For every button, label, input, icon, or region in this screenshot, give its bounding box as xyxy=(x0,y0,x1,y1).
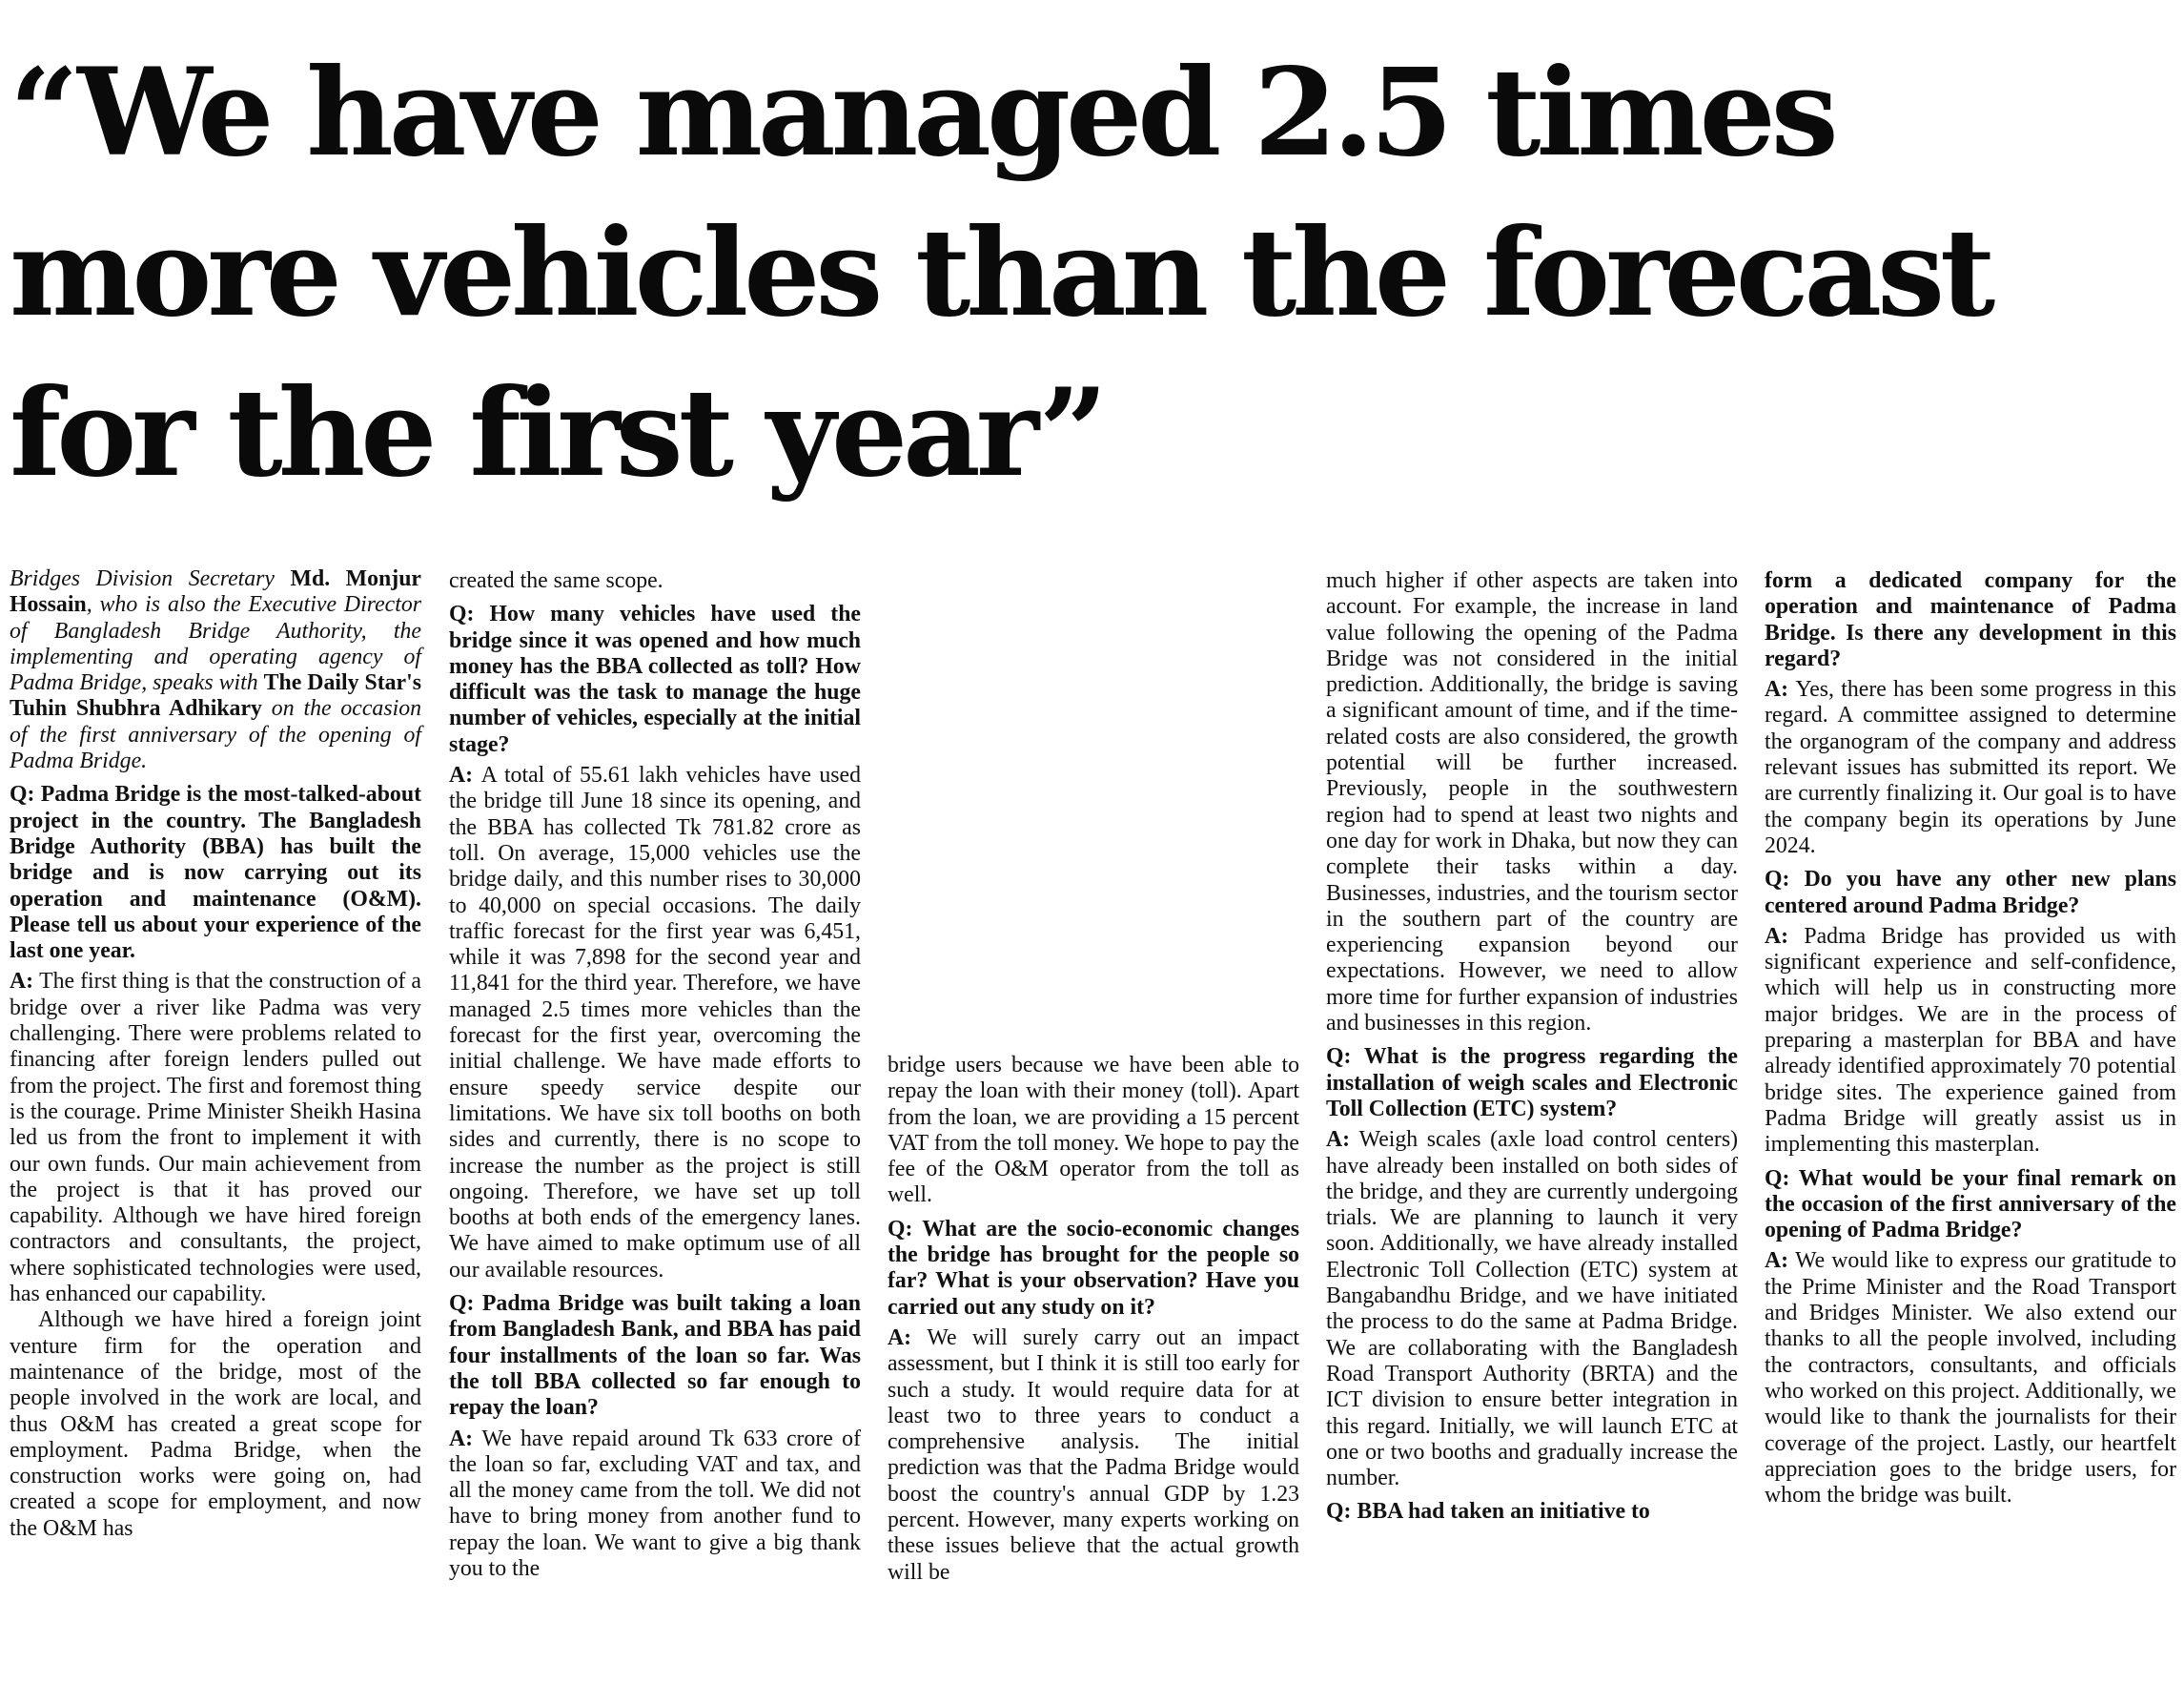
answer-3-continued: bridge users because we have been able to repay the loan with their money (toll). Apart from the loan, we are providing a 15 percent VAT from the toll money. We hope to pay the fee of the O&M operator from the toll as well. xyxy=(888,1053,1299,1208)
answer-7 xyxy=(1765,924,2176,1159)
intro-text: on the occasion of the first anniversary of the opening of Padma Bridge. xyxy=(10,696,421,774)
intro-text: Bridges Division Secretary xyxy=(10,566,291,591)
answer-1-continued: created the same scope. xyxy=(449,568,663,593)
question-6 xyxy=(1326,1499,1738,1525)
headline xyxy=(10,32,2178,513)
answer-text: A total of 55.61 lakh vehicles have used the bridge till June 18 since its opening, and the BBA has collected Tk 781.82 crore as toll. On average, 15,000 vehicles use the bridge daily, and this number rises to 30,000 to 40,000 on special occasions. The daily traffic forecast for the first year was 6,451, while it was 7,898 for the second year and 11,841 for the third year. Therefore, we have managed 2.5 times more vehicles than the forecast for the first year, overcoming the initial challenge. We have made efforts to ensure speedy service despite our limitations. We have six toll booths on both sides and currently, there is no scope to increase the number as the project is still ongoing. Therefore, we have set up toll booths at both ends of the emergency lanes. We have aimed to make optimum use of all our available resources. xyxy=(449,763,861,1283)
headline-line-2: more vehicles than the forecast xyxy=(10,202,1991,343)
question-text: Padma Bridge is the most-talked-about project in the country. The Bangladesh Bridge Authority (BBA) has built the bridge and is now carrying out its operation and maintenance (O&M). Please tell us about your experience of the last one year. xyxy=(10,782,421,964)
answer-text: Yes, there has been some progress in this regard. A committee assigned to determine the organogram of the company and address relevant issues has submitted its report. We are currently finalizing it. Our goal is to have the company begin its operations by June 2024. xyxy=(1765,677,2176,858)
question-label: Q: xyxy=(449,602,490,627)
headline-line-3: for the first year” xyxy=(10,362,1104,503)
question-6-continued: form a dedicated company for the operation and maintenance of Padma Bridge. Is there any development in this regard? xyxy=(1765,568,2176,671)
question-text: Do you have any other new plans centered around Padma Bridge? xyxy=(1765,867,2176,918)
answer-text: Weigh scales (axle load control centers) have already been installed on both sides of the bridge, and they are currently undergoing trials. We are planning to launch it very soon. Additionally, we have already installed Electronic Toll Collection (ETC) system at Bangabandhu Bridge, and we have initiated the process to do the same at Padma Bridge. We are collaborating with the Bangladesh Road Transport Authority (BRTA) and the ICT division to ensure better integration in this regard. Initially, we will launch ETC at one or two booths and gradually increase the number. xyxy=(1326,1127,1738,1491)
question-3 xyxy=(449,1291,861,1421)
interviewee-name: Md. Monjur Hossain xyxy=(10,566,421,618)
answer-1 xyxy=(10,969,421,1307)
answer-6 xyxy=(1765,677,2176,859)
article-column-4 xyxy=(1326,568,1738,1526)
question-label: Q: xyxy=(1765,1165,1799,1191)
answer-label: A: xyxy=(1765,1248,1796,1274)
answer-label: A: xyxy=(449,763,481,789)
question-1 xyxy=(10,782,421,964)
question-2 xyxy=(449,602,861,758)
answer-8 xyxy=(1765,1248,2176,1509)
question-label: Q: xyxy=(1326,1044,1364,1070)
question-text: What would be your final remark on the occasion of the first anniversary of the opening of Padma Bridge? xyxy=(1765,1165,2176,1243)
answer-2 xyxy=(449,763,861,1283)
answer-label: A: xyxy=(1765,923,1805,949)
headline-line-1: “We have managed 2.5 times xyxy=(10,42,1834,183)
question-label: Q: xyxy=(449,1291,482,1317)
question-text: What is the progress regarding the installation of weigh scales and Electronic Toll Collection (ETC) system? xyxy=(1326,1044,1738,1121)
article-column-2 xyxy=(449,568,861,1582)
answer-3 xyxy=(449,1427,861,1583)
intro-text: , who is also the Executive Director of Bangladesh Bridge Authority, the implementing and operating agency of Padma Bridge, speaks with xyxy=(10,592,421,696)
answer-text: We have repaid around Tk 633 crore of the loan so far, excluding VAT and tax, and all the money came from the toll. We did not have to bring money from another fund to repay the loan. We want to give a big thank you to the xyxy=(449,1426,861,1581)
intro-paragraph xyxy=(10,566,421,774)
question-5 xyxy=(1326,1044,1738,1122)
question-text: Padma Bridge was built taking a loan from Bangladesh Bank, and BBA has paid four installments of the loan so far. Was the toll BBA collected so far enough to repay the loan? xyxy=(449,1291,861,1421)
reporter-name: The Daily Star's Tuhin Shubhra Adhikary xyxy=(10,670,421,722)
question-text: BBA had taken an initiative to xyxy=(1357,1499,1650,1525)
answer-label: A: xyxy=(449,1426,482,1451)
answer-1-paragraph-2: Although we have hired a foreign joint venture firm for the operation and maintenance of the bridge, most of the people involved in the work are local, and thus O&M has created a great scope for employment. Padma Bridge, when the construction works were going on, had created a scope for employment, and now the O&M has xyxy=(10,1307,421,1541)
article-column-5 xyxy=(1765,568,2176,1509)
answer-label: A: xyxy=(1765,677,1796,703)
question-7 xyxy=(1765,867,2176,919)
question-label: Q: xyxy=(1765,867,1805,893)
answer-text: We will surely carry out an impact assessment, but I think it is still too early for such a study. It would require data for at least two to three years to conduct a comprehensive analysis. The initial prediction was that the Padma Bridge would boost the country's annual GDP by 1.23 percent. However, many experts working on these issues believe that the actual growth will be xyxy=(888,1324,1299,1585)
answer-4 xyxy=(888,1325,1299,1586)
answer-label: A: xyxy=(1326,1127,1359,1153)
article-column-3 xyxy=(888,1053,1299,1586)
answer-label: A: xyxy=(888,1324,928,1350)
question-label: Q: xyxy=(888,1216,923,1242)
answer-text: We would like to express our gratitude to the Prime Minister and the Road Transport and Bridges Minister. We also extend our thanks to all the people involved, including the contractors, consultants, and officials who worked on this project. Additionally, we would like to thank the journalists for their coverage of the project. Lastly, our heartfelt appreciation goes to the bridge users, for whom the bridge was built. xyxy=(1765,1248,2176,1509)
question-text: How many vehicles have used the bridge since it was opened and how much money has the BBA collected as toll? How difficult was the task to manage the huge number of vehicles, especially at the initial stage? xyxy=(449,602,861,757)
answer-text: Padma Bridge has provided us with significant experience and self-confidence, which will help us in constructing more major bridges. We are in the process of preparing a masterplan for BBA and have already identified approximately 70 potential bridge sites. The experience gained from Padma Bridge will greatly assist us in implementing this masterplan. xyxy=(1765,923,2176,1158)
question-text: What are the socio-economic changes the bridge has brought for the people so far? What is your observation? Have you carried out any study on it? xyxy=(888,1216,1299,1320)
answer-5 xyxy=(1326,1127,1738,1491)
question-label: Q: xyxy=(10,782,41,808)
question-4 xyxy=(888,1217,1299,1321)
question-8 xyxy=(1765,1166,2176,1244)
article-column-1 xyxy=(10,566,421,1542)
answer-4-continued: much higher if other aspects are taken into account. For example, the increase in land value following the opening of the Padma Bridge was not considered in the initial prediction. Additionally, the bridge is saving a significant amount of time, and if the time-related costs are also considered, the growth potential will be further increased. Previously, people in the southwestern region had to spend at least two nights and one day for work in Dhaka, but now they can complete their tasks within a day. Businesses, industries, and the tourism sector in the southern part of the country are experiencing expansion beyond our expectations. However, we need to allow more time for further expansion of industries and businesses in this region. xyxy=(1326,568,1738,1037)
question-label: Q: xyxy=(1326,1499,1357,1525)
answer-label: A: xyxy=(10,969,40,995)
answer-text: The first thing is that the construction of a bridge over a river like Padma was very challenging. There were problems related to financing after foreign lenders pulled out from the project. The first and foremost thing is the courage. Prime Minister Sheikh Hasina led us from the front to implement it with our own funds. Our main achievement from the project is that it has proved our capability. Although we have hired foreign contractors and consultants, the project, where sophisticated technologies were used, has enhanced our capability. xyxy=(10,969,421,1307)
